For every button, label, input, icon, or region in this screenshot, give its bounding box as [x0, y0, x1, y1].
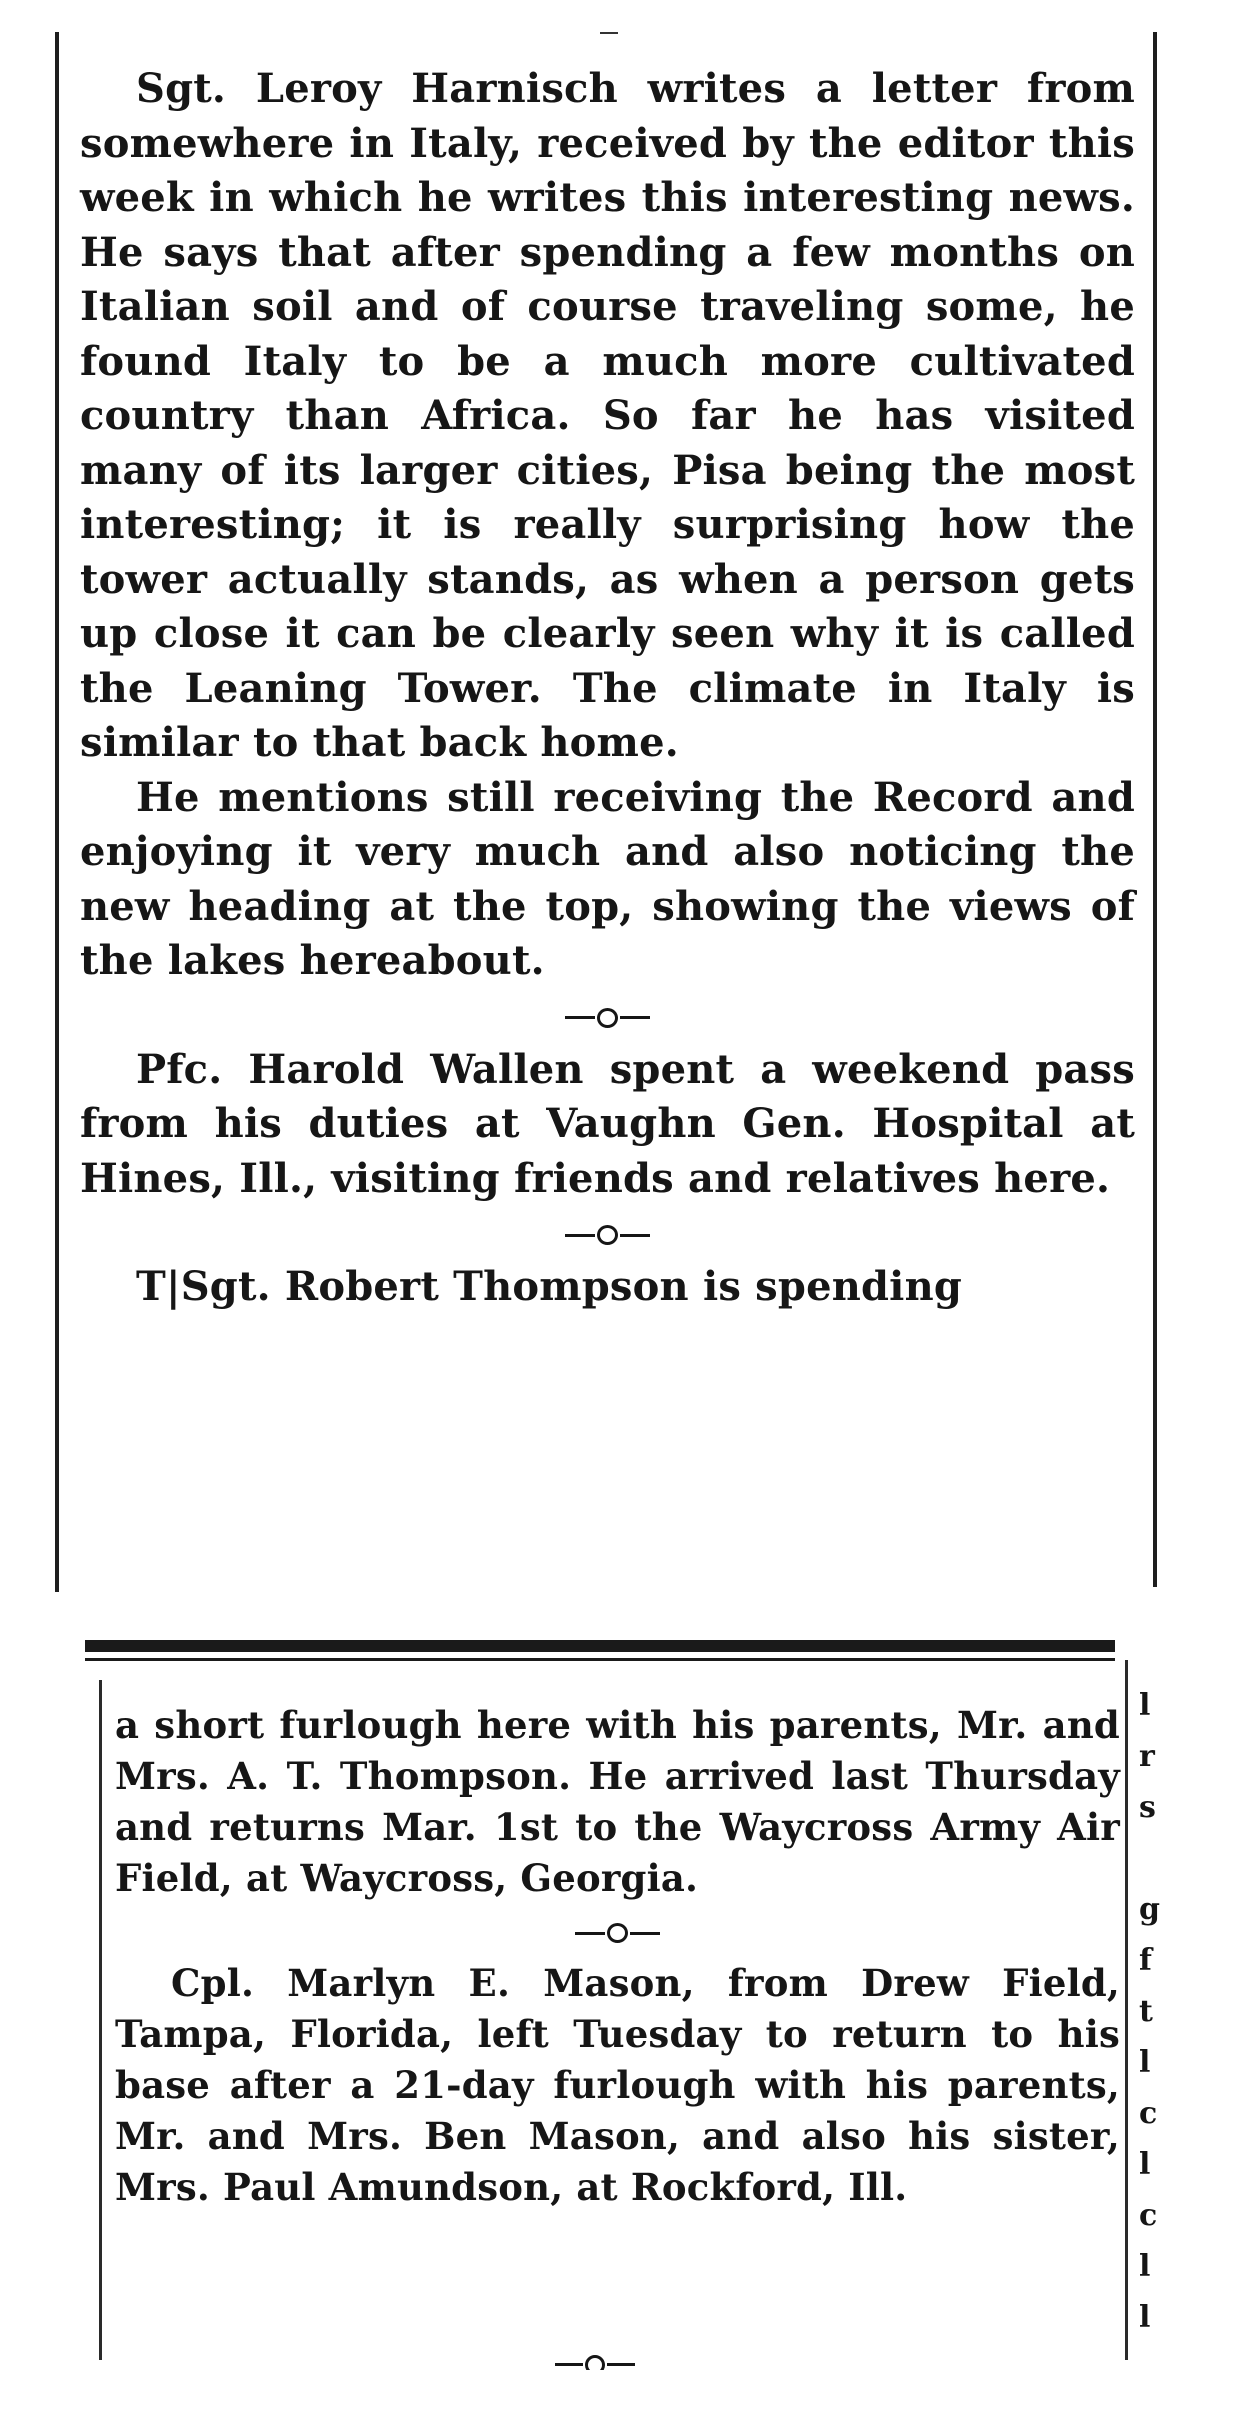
column-rule-left	[55, 32, 59, 1592]
separator-ornament	[80, 1214, 1135, 1254]
adjacent-fragment	[1139, 1833, 1165, 1884]
column-top-mark	[600, 32, 618, 34]
adjacent-column-fragments	[1139, 1680, 1165, 2343]
separator-ornament	[80, 997, 1135, 1037]
adjacent-fragment: g	[1139, 1892, 1160, 1927]
bottom-clipping	[85, 1640, 1165, 2370]
adjacent-fragment: t	[1139, 1994, 1153, 2029]
header-rule-thick	[85, 1640, 1115, 1652]
column-rule-right	[1153, 32, 1157, 1587]
adjacent-fragment: s	[1139, 1790, 1156, 1825]
adjacent-fragment: r	[1139, 1739, 1155, 1774]
article-thompson-continued: a short furlough here with his parents, Mr. and Mrs. A. T. Thompson. He arrived last Thursday and returns Mar. 1st to the Waycross Army Air Field, at Waycross, Georgia.	[115, 1703, 1120, 1900]
adjacent-fragment: l	[1139, 2249, 1151, 2284]
bottom-column-text	[115, 1700, 1120, 2213]
top-column-text	[80, 62, 1135, 1315]
column-rule-left	[99, 1680, 102, 2360]
article-harnisch-italy: Sgt. Leroy Harnisch writes a letter from somewhere in Italy, received by the editor this week in which he writes this interesting news. He says that after spending a few months on Italian soil and of course traveling some, he found Italy to be a much more cultivated country than Africa. So far he has visited many of its larger cities, Pisa being the most interesting; it is really surprising how the tower actually stands, as when a person gets up close it can be clearly seen why it is called the Leaning Tower. The climate in Italy is similar to that back home.	[80, 65, 1135, 766]
adjacent-fragment: l	[1139, 2300, 1151, 2335]
adjacent-fragment: c	[1139, 2198, 1158, 2233]
adjacent-fragment: c	[1139, 2096, 1158, 2131]
article-mason: Cpl. Marlyn E. Mason, from Drew Field, Tampa, Florida, left Tuesday to return to his base after a 21-day furlough with his parents, Mr. and Mrs. Ben Mason, and also his sister, Mrs. Paul Amundson, at Rockford, Ill.	[115, 1961, 1120, 2209]
adjacent-fragment: l	[1139, 2045, 1151, 2080]
adjacent-fragment: l	[1139, 1688, 1151, 1723]
separator-ornament-partial	[555, 2355, 645, 2370]
top-clipping	[55, 32, 1165, 1602]
adjacent-fragment: l	[1139, 2147, 1151, 2182]
article-wallen: Pfc. Harold Wallen spent a weekend pass from his duties at Vaughn Gen. Hospital at Hines, Ill., visiting friends and relatives here.	[80, 1045, 1135, 1202]
separator-ornament	[115, 1912, 1120, 1952]
header-rule-thin	[85, 1658, 1115, 1661]
article-harnisch-record: He mentions still receiving the Record and enjoying it very much and also noticing the new heading at the top, showing the views of the lakes hereabout.	[80, 773, 1135, 984]
adjacent-fragment: f	[1139, 1943, 1152, 1978]
column-rule-right	[1125, 1660, 1128, 2360]
article-thompson-start: T|Sgt. Robert Thompson is spending	[136, 1263, 963, 1310]
